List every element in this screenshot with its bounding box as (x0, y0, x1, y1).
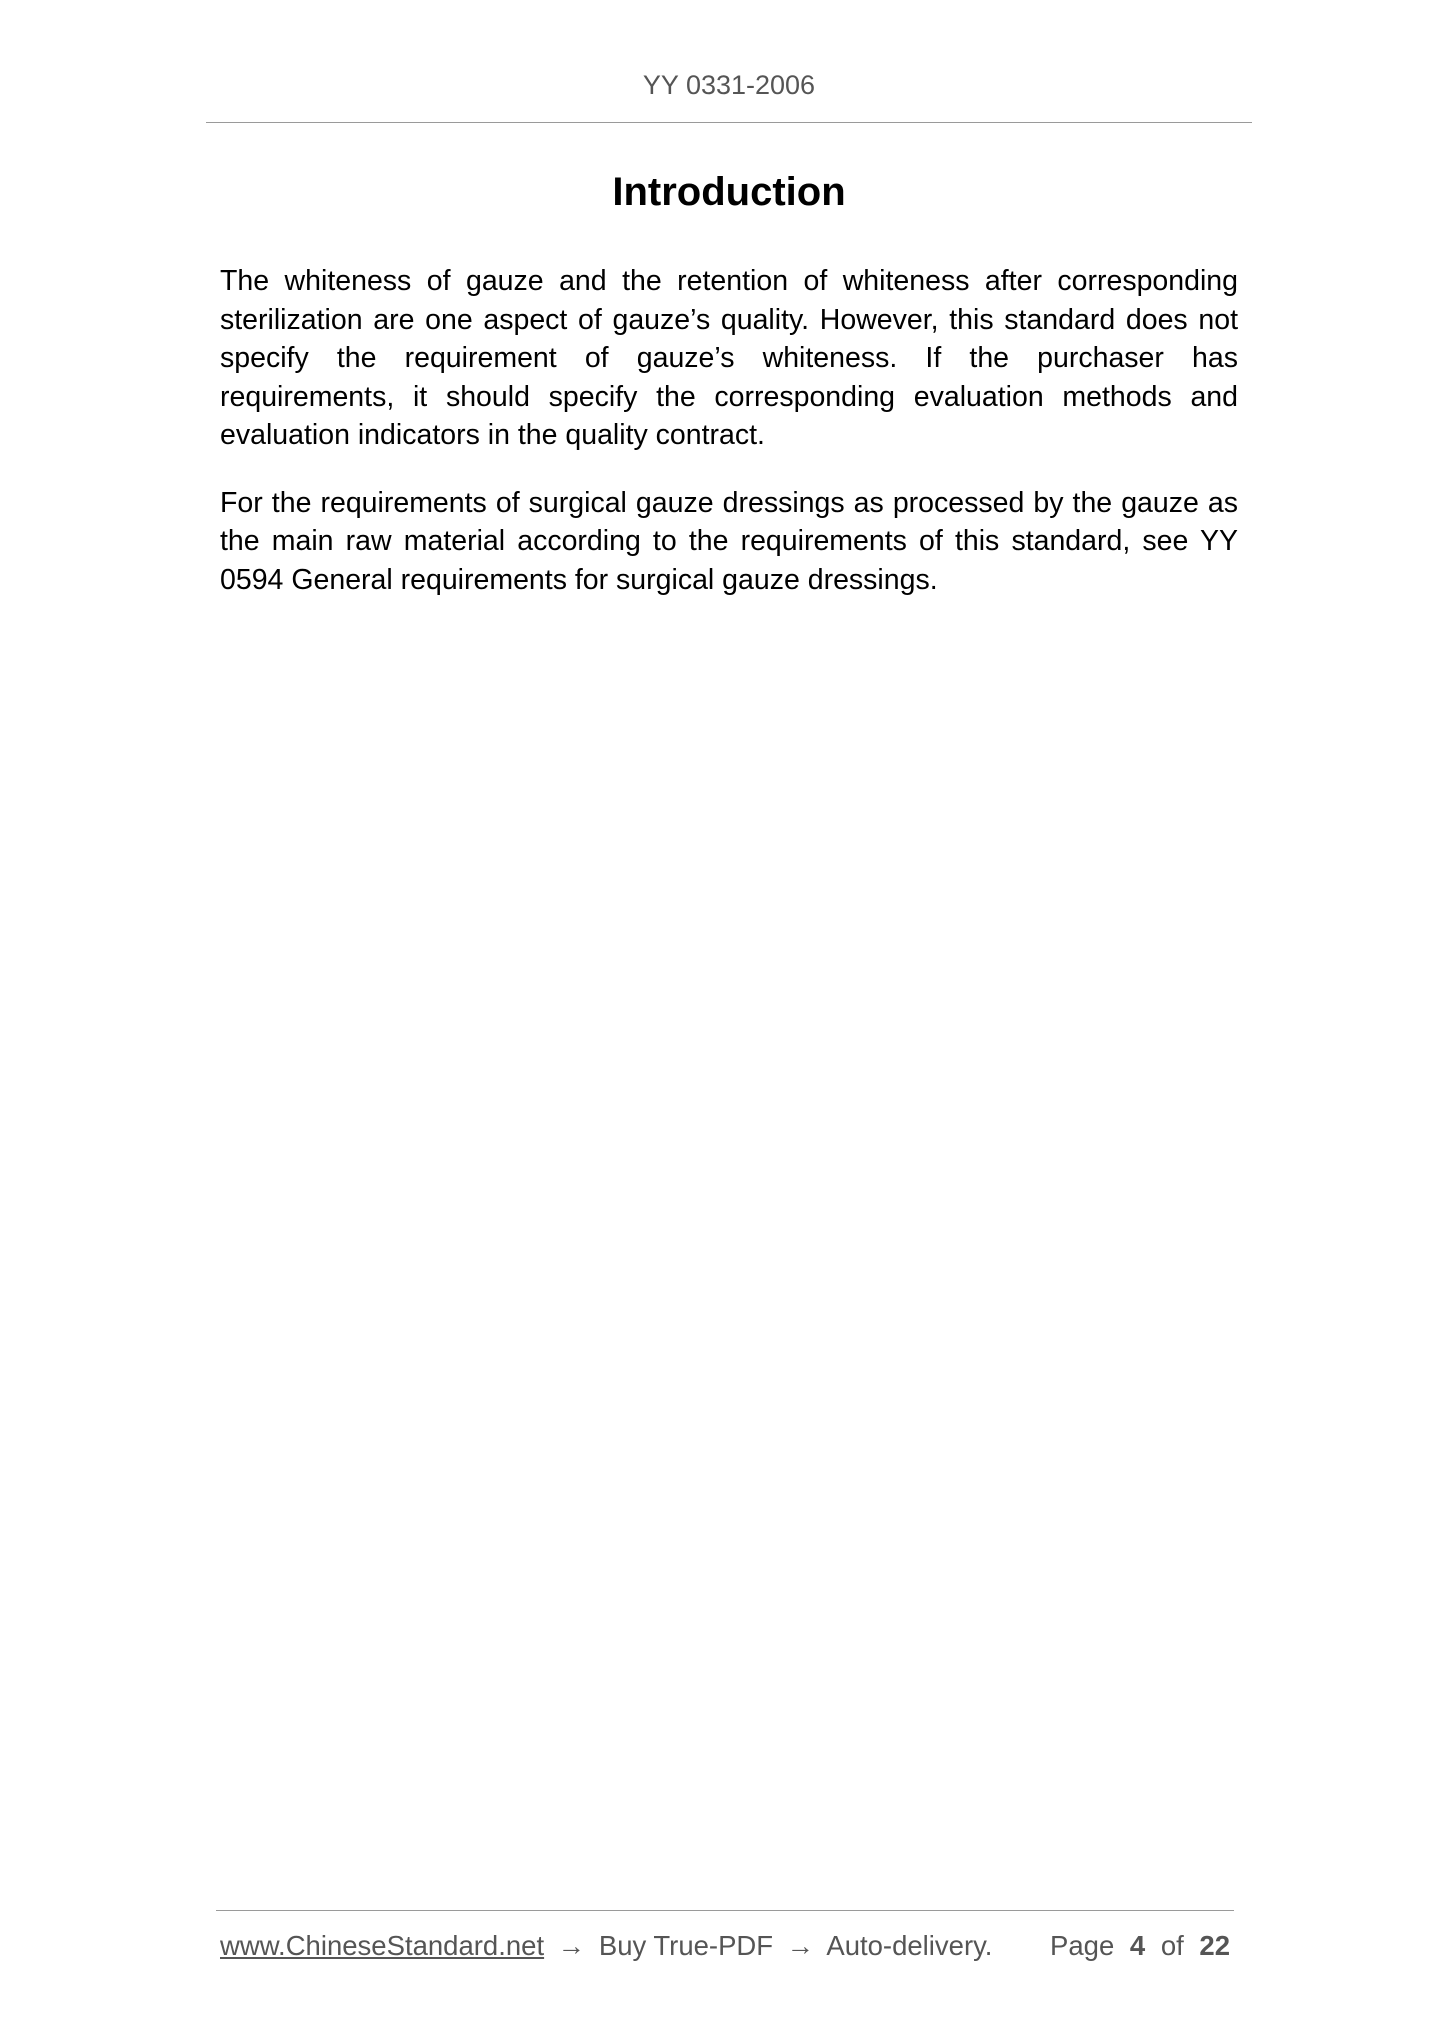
buy-true-pdf-text: Buy True-PDF (598, 1930, 774, 1961)
paragraph-whiteness: The whiteness of gauze and the retention of whiteness after corresponding sterilization are one aspect of gauze’s quality. However, this standard does not specify the requirement of gauze’s whiteness. If the purchaser has requirements, it should specify the corresponding evaluation methods and evaluation indicators in the quality contract. (220, 265, 1238, 451)
header-divider (206, 122, 1252, 123)
running-header: YY 0331-2006 (642, 70, 816, 100)
auto-delivery-text: Auto-delivery. (826, 1930, 993, 1961)
arrow-right-icon: → (786, 1930, 815, 1961)
page-label: Page (1050, 1930, 1115, 1961)
page-of-label: of (1160, 1930, 1184, 1961)
arrow-right-icon: → (557, 1930, 586, 1961)
page-number (1050, 1930, 1230, 1962)
paragraph-surgical-dressings: For the requirements of surgical gauze dressings as processed by the gauze as the main raw material according to the requirements of this standard, see YY 0594 General requirements for surgical gauze dressings. (220, 486, 1238, 596)
footer-divider (216, 1910, 1234, 1911)
page-footer (220, 1930, 1230, 1962)
site-link[interactable]: www.ChineseStandard.net (220, 1930, 545, 1961)
page-title: Introduction (612, 170, 846, 214)
body-content (220, 262, 1238, 628)
page-current: 4 (1129, 1930, 1146, 1961)
page-total: 22 (1199, 1930, 1230, 1961)
